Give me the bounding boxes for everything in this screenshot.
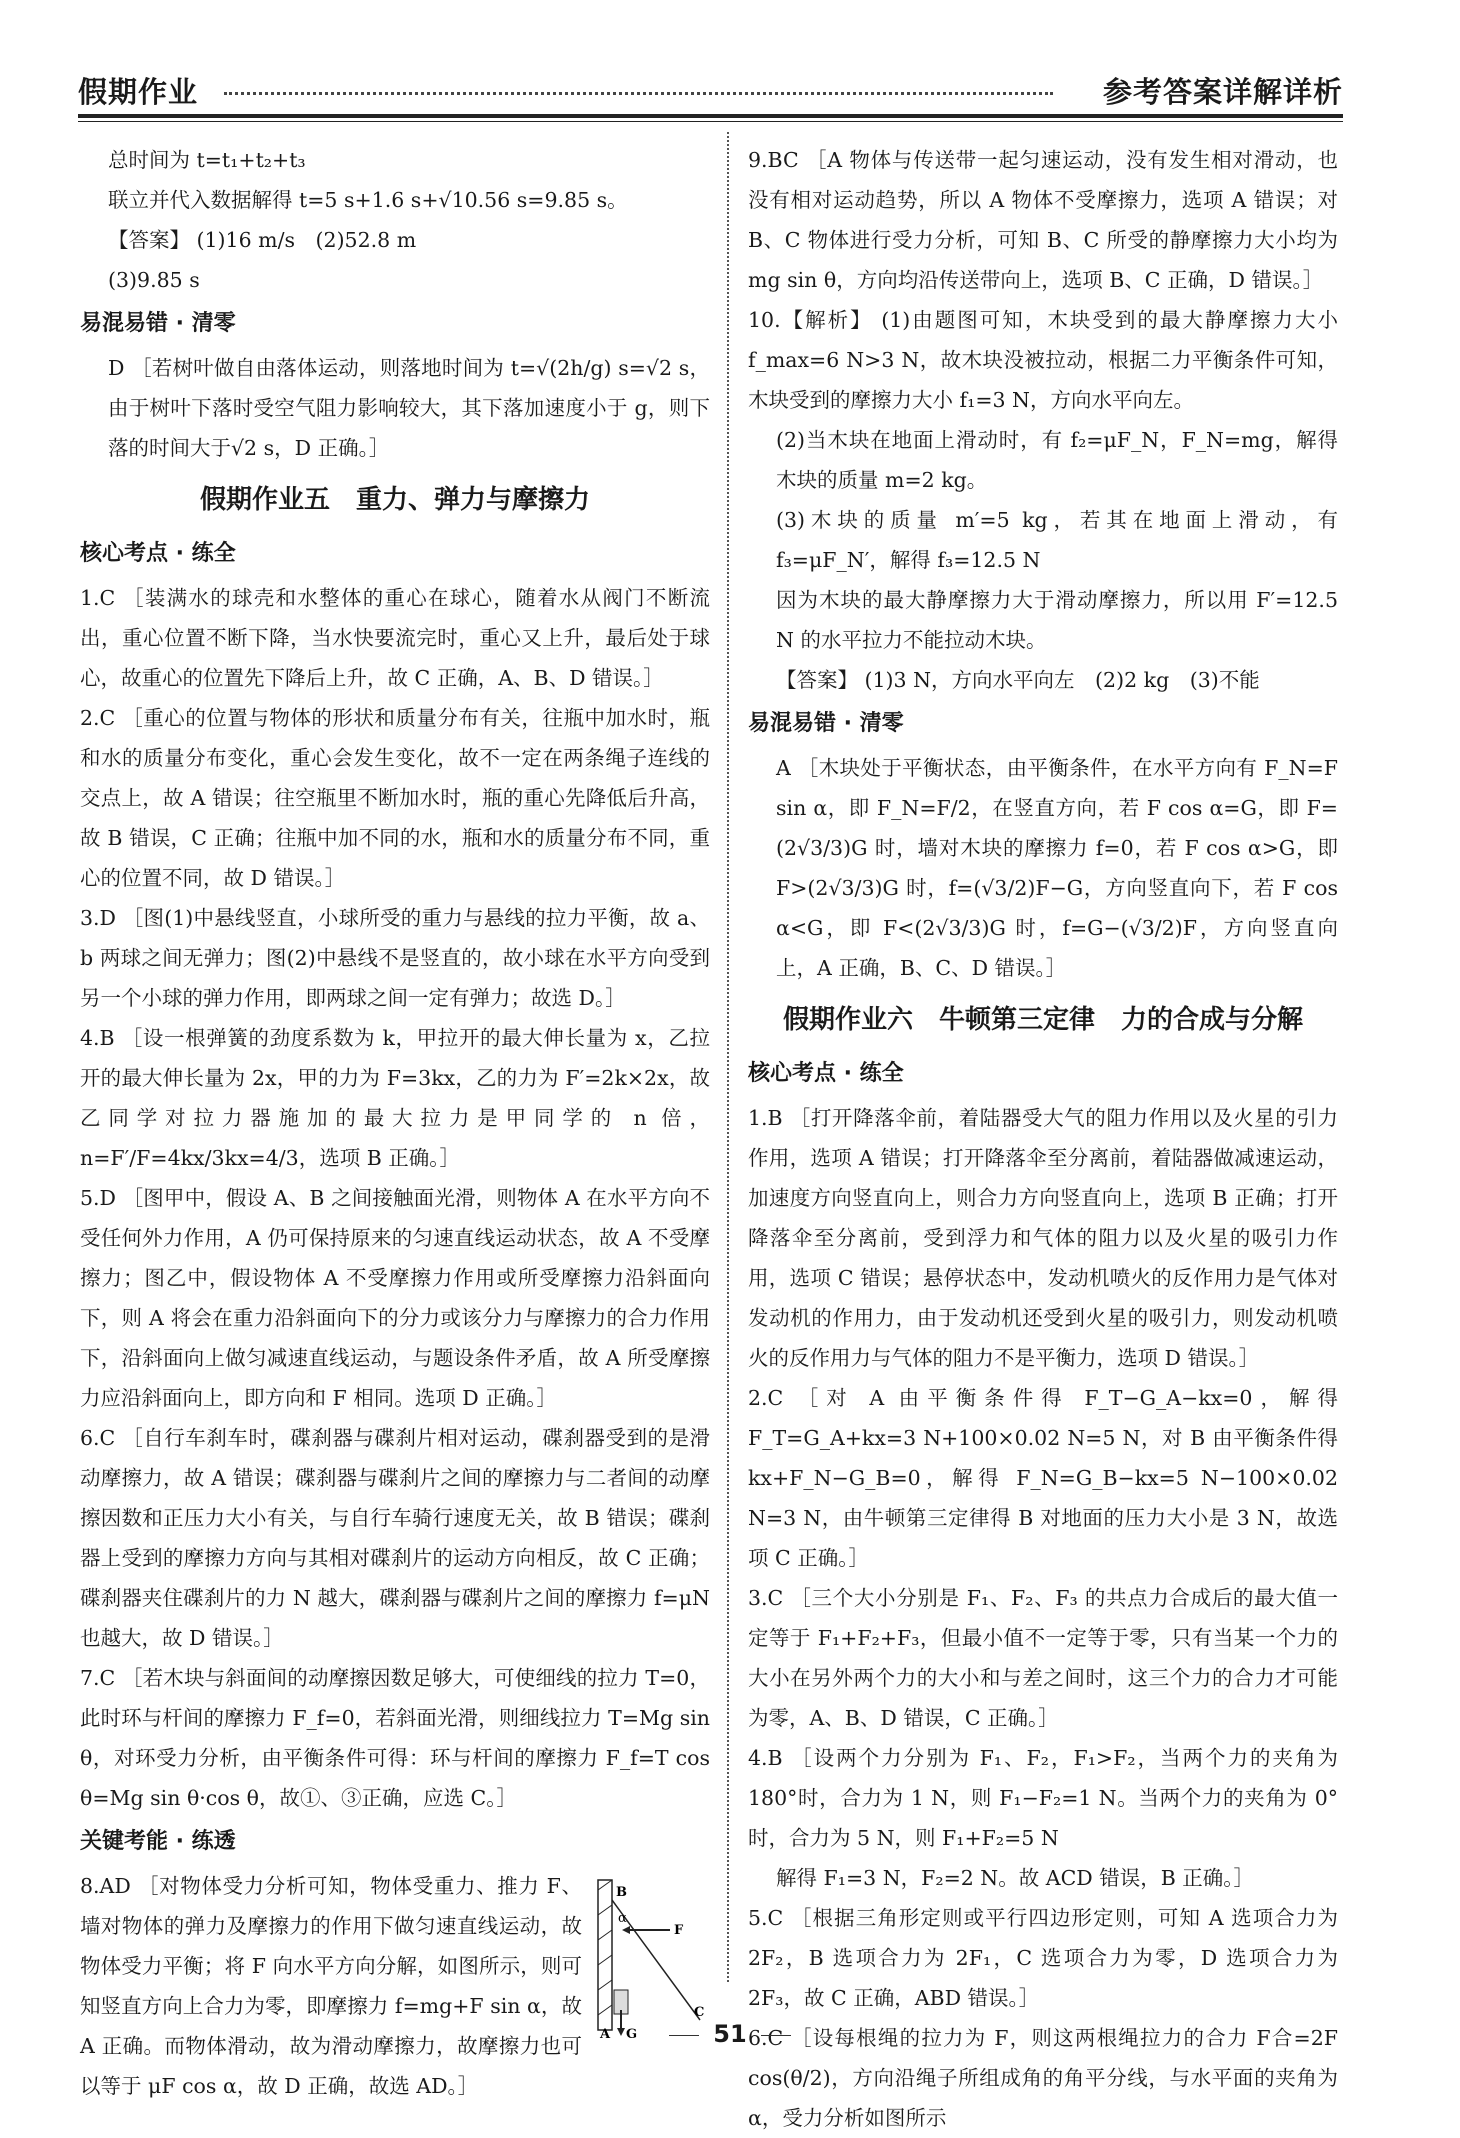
page-number [0,2020,1460,2048]
fig-label-alpha: α [618,1911,627,1926]
answer-item: 9.BC ［A 物体与传送带一起匀速运动，没有发生相对滑动，也没有相对运动趋势，所以 A 物体不受摩擦力，选项 A 错误；对 B、C 物体进行受力分析，可知 B、C 所受的静摩擦力大小均为 mg sin θ，方向均沿传送带向上，选项 B、C 正确，D 错误。］ [748,148,1338,292]
section-heading: 易混易错 · 清零 [80,311,236,336]
fig-label-b: B [616,1885,627,1900]
answer-item: 7.C ［若木块与斜面间的动摩擦因数足够大，可使细线的拉力 T=0，此时环与杆间的摩擦力 F_f=0，若斜面光滑，则细线拉力 T=Mg sin θ，对环受力分析，由平衡条件可得：环与杆间的摩擦力 F_f=T cos θ=Mg sin θ·cos θ，故①、③正确，应选 C。］ [80,1666,710,1810]
page-header [78,66,1343,122]
column-divider [727,132,729,1982]
section-heading: 核心考点 · 练全 [80,541,236,566]
assignment-title: 假期作业五 重力、弹力与摩擦力 [199,485,590,515]
answer-item: 5.D ［图甲中，假设 A、B 之间接触面光滑，则物体 A 在水平方向不受任何外力作用，A 仍可保持原来的匀速直线运动状态，故 A 不受摩擦力；图乙中，假设物体 A 不受摩擦力作用或所受摩擦力沿斜面向下，则 A 将会在重力沿斜面向下的分力或该分力与摩擦力的合力作用下，沿斜面向上做匀减速直线运动，与题设条件矛盾，故 A 所受摩擦力应沿斜面向上，即方向和 F 相同。选项 D 正确。］ [80,1186,711,1410]
section-heading: 核心考点 · 练全 [748,1061,904,1086]
answer-item: 3.C ［三个大小分别是 F₁、F₂、F₃ 的共点力合成后的最大值一定等于 F₁+F₂+F₃，但最小值不一定等于零，只有当某一个力的大小在另外两个力的大小和与差之间时，这三个力的合力才可能为零，A、B、D 错误，C 正确。］ [748,1586,1338,1730]
header-left-title: 假期作业 [78,75,199,109]
intro-answer-cont: (3)9.85 s [108,268,200,292]
assignment-title: 假期作业六 牛顿第三定律 力的合成与分解 [782,1005,1303,1035]
solution-part: 10.【解析】 (1)由题图可知，木块受到的最大静摩擦力大小 f_max=6 N>3 N，故木块没被拉动，根据二力平衡条件可知，木块受到的摩擦力大小 f₁=3 N，方向水平向左。 [748,308,1338,412]
header-thin-rule [78,121,1343,122]
answer-item: 3.D ［图(1)中悬线竖直，小球所受的重力与悬线的拉力平衡，故 a、b 两球之间无弹力；图(2)中悬线不是竖直的，故小球在水平方向受到另一个小球的弹力作用，即两球之间一定有弹力；故选 D。］ [80,906,710,1010]
fig-label-c: C [694,2005,705,2020]
right-column [748,140,1338,2138]
answer-item-cont: 解得 F₁=3 N，F₂=2 N。故 ACD 错误，B 正确。］ [776,1866,1255,1890]
wall-shape [598,1880,612,2030]
answer-item: 1.C ［装满水的球壳和水整体的重心在球心，随着水从阀门不断流出，重心位置不断下降，当水快要流完时，重心又上升，最后处于球心，故重心的位置先下降后上升，故 C 正确，A、B、D 错误。］ [80,586,710,690]
answer-item: 4.B ［设两个力分别为 F₁、F₂，F₁>F₂，当两个力的夹角为 180°时，合力为 1 N，则 F₁−F₂=1 N。当两个力的夹角为 0°时，合力为 5 N，则 F₁+F₂=5 N [748,1746,1338,1850]
answer-paragraph: D ［若树叶做自由落体运动，则落地时间为 t=√(2h/g) s=√2 s，由于树叶下落时受空气阻力影响较大，其下落加速度小于 g，则下落的时间大于√2 s，D 正确。］ [108,356,710,460]
left-column [80,140,710,2106]
section-heading: 关键考能 · 练透 [80,1829,236,1854]
solution-part: 因为木块的最大静摩擦力大于滑动摩擦力，所以用 F′=12.5 N 的水平拉力不能拉动木块。 [776,588,1338,652]
page-number-dash [669,2035,699,2036]
answer-item: 2.C ［对 A 由平衡条件得 F_T−G_A−kx=0，解得 F_T=G_A+kx=3 N+100×0.02 N=5 N，对 B 由平衡条件得 kx+F_N−G_B=0，解得 F_N=G_B−kx=5 N−100×0.02 N=3 N，由牛顿第三定律得 B 对地面的压力大小是 3 N，故选项 C 正确。］ [748,1386,1338,1570]
intro-line: 联立并代入数据解得 t=5 s+1.6 s+√10.56 s=9.85 s。 [108,188,628,212]
page-number-dash [761,2035,791,2036]
answer-item: 6.C ［设每根绳的拉力为 F，则这两根绳拉力的合力 F合=2F cos(θ/2)，方向沿绳子所组成角的角平分线，与水平面的夹角为 α，受力分析如图所示 [748,2026,1338,2130]
header-thick-rule [78,114,1343,118]
header-right-title: 参考答案详解详析 [1102,75,1343,109]
header-dotted-rule [224,92,1053,101]
solution-answer: 【答案】 (1)3 N，方向水平向左 (2)2 kg (3)不能 [776,668,1260,692]
answer-item: 4.B ［设一根弹簧的劲度系数为 k，甲拉开的最大伸长量为 x，乙拉开的最大伸长量为 2x，甲的力为 F=3kx，乙的力为 F′=2k×2x，故乙同学对拉力器施加的最大拉力是甲同学的 n 倍，n=F′/F=4kx/3kx=4/3，选项 B 正确。］ [80,1026,710,1170]
intro-line: 总时间为 t=t₁+t₂+t₃ [108,148,306,172]
fig-label-g: G [626,2027,638,2040]
force-arrowhead [622,1926,630,1934]
section-heading: 易混易错 · 清零 [748,711,904,736]
answer-item: 1.B ［打开降落伞前，着陆器受大气的阻力作用以及火星的引力作用，选项 A 错误；打开降落伞至分离前，着陆器做减速运动，加速度方向竖直向上，则合力方向竖直向上，选项 B 正确；打开降落伞至分离前，受到浮力和气体的阻力以及火星的吸引力作用，选项 C 错误；悬停状态中，发动机喷火的反作用力是气体对发动机的作用力，由于发动机还受到火星的吸引力，则发动机喷火的反作用力与气体的阻力不是平衡力，选项 D 错误。］ [748,1106,1338,1370]
solution-part: (2)当木块在地面上滑动时，有 f₂=μF_N，F_N=mg，解得木块的质量 m=2 kg。 [776,428,1338,492]
force-diagram-figure [590,1870,710,2040]
answer-item: 5.C ［根据三角形定则或平行四边形定则，可知 A 选项合力为 2F₂，B 选项合力为 2F₁，C 选项合力为零，D 选项合力为 2F₃，故 C 正确，ABD 错误。］ [748,1906,1338,2010]
answer-item-with-figure: 8.AD ［对物体受力分析可知，物体受重力、推力 F、墙对物体的弹力及摩擦力的作用下做匀速直线运动，故物体受力平衡；将 F 向水平方向分解，如图所示，则可知竖直方向上合力为零，即摩擦力 f=mg+F sin α，故 A 正确。而物体滑动，故为滑动摩擦力，故摩擦力也可以等于 μF cos α，故 D 正确，故选 AD。］ [80,1874,582,2098]
answer-paragraph: A ［木块处于平衡状态，由平衡条件，在水平方向有 F_N=F sin α，即 F_N=F/2，在竖直方向，若 F cos α=G，即 F=(2√3/3)G 时，墙对木块的摩擦力 f=0，若 F cos α>G，即 F>(2√3/3)G 时，f=(√3/2)F−G，方向竖直向下，若 F cos α<G，即 F<(2√3/3)G 时，f=G−(√3/2)F，方向竖直向上，A 正确，B、C、D 错误。］ [776,756,1338,980]
answer-item: 6.C ［自行车刹车时，碟刹器与碟刹片相对运动，碟刹器受到的是滑动摩擦力，故 A 错误；碟刹器与碟刹片之间的摩擦力与二者间的动摩擦因数和正压力大小有关，与自行车骑行速度无关，故 B 错误；碟刹器上受到的摩擦力方向与其相对碟刹片的运动方向相反，故 C 正确；碟刹器夹住碟刹片的力 N 越大，碟刹器与碟刹片之间的摩擦力 f=μN 也越大，故 D 错误。］ [80,1426,710,1650]
intro-answer: 【答案】 (1)16 m/s (2)52.8 m [108,228,417,252]
answer-item: 2.C ［重心的位置与物体的形状和质量分布有关，往瓶中加水时，瓶和水的质量分布变化，重心会发生变化，故不一定在两条绳子连线的交点上，故 A 错误；往空瓶里不断加水时，瓶的重心先降低后升高，故 B 错误，C 正确；往瓶中加不同的水，瓶和水的质量分布不同，重心的位置不同，故 D 错误。］ [80,706,710,890]
fig-label-a: A [600,2027,611,2040]
solution-part: (3)木块的质量 m′=5 kg，若其在地面上滑动，有 f₃=μF_N′，解得 f₃=12.5 N [776,508,1338,572]
fig-label-f: F [674,1923,684,1938]
page-number-value: 51 [713,2020,747,2048]
